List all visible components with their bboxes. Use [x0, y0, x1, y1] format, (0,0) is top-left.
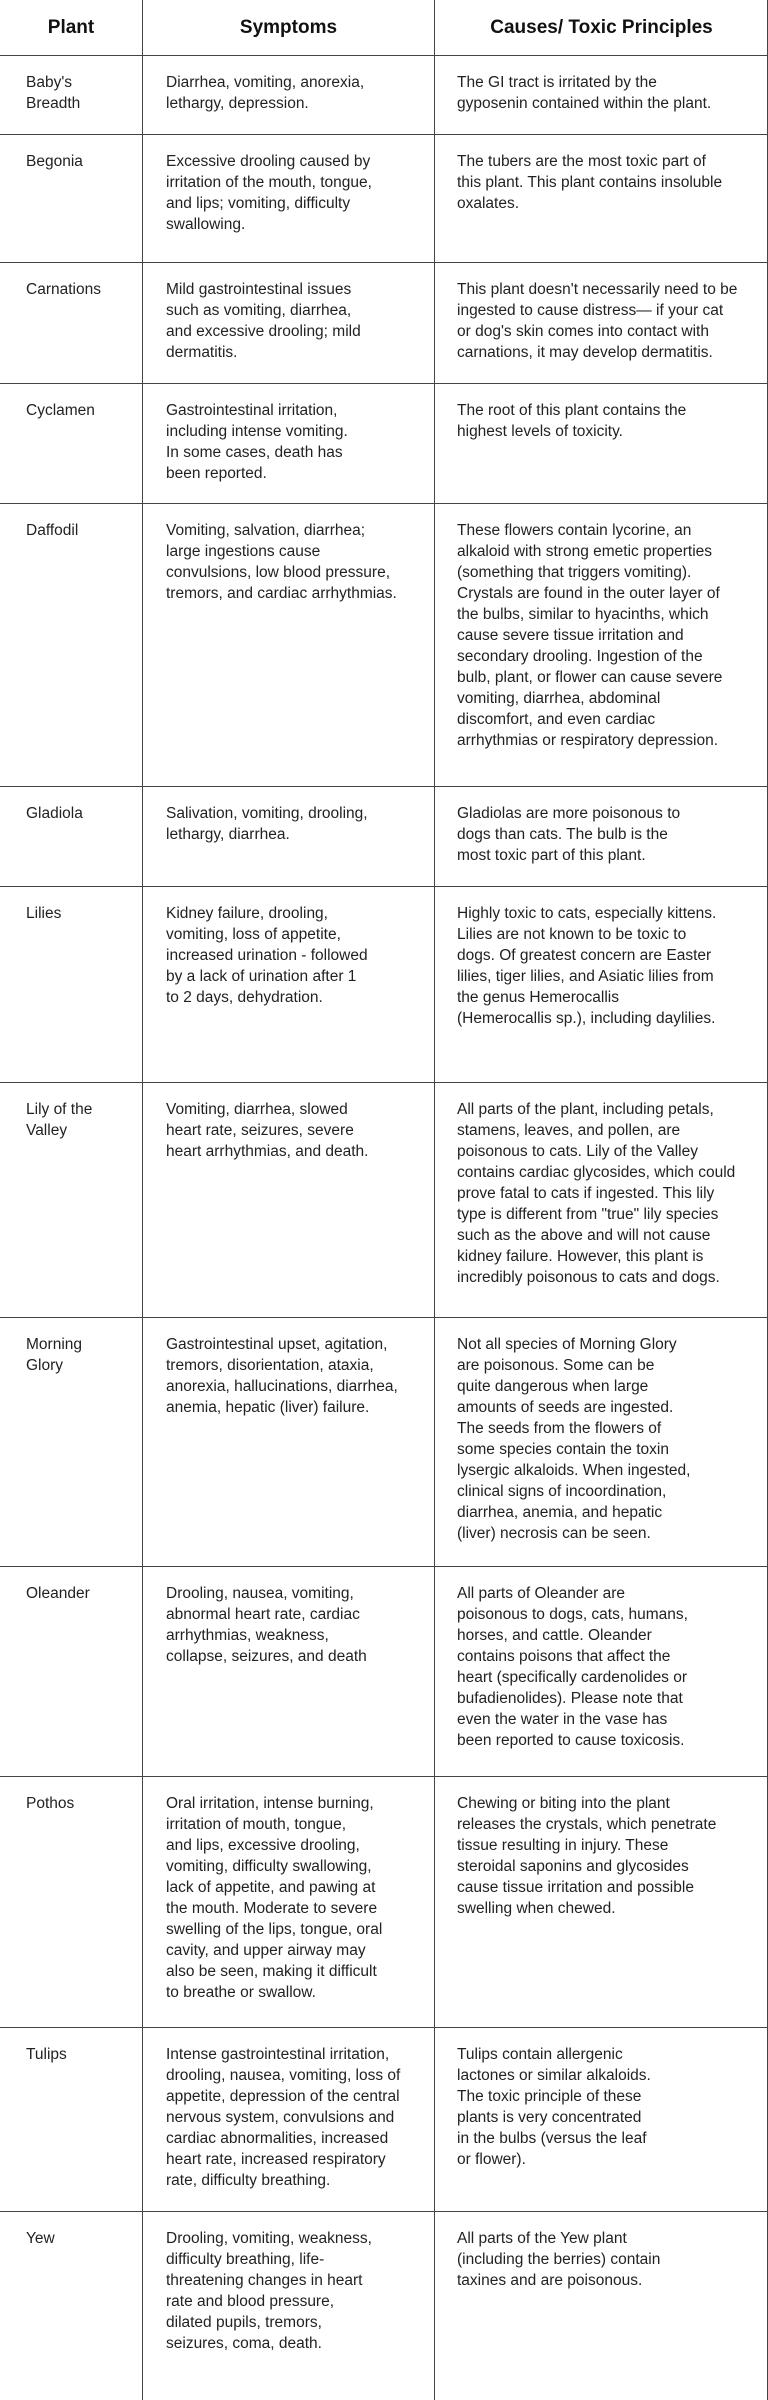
- table-row: [0, 1318, 768, 1567]
- symptoms-text: Gastrointestinal irritation, including intense vomiting. In some cases, death has been reported.: [166, 402, 348, 482]
- causes-text: Chewing or biting into the plant releases the crystals, which penetrate tissue resulting in injury. These steroidal saponins and glycosides cause tissue irritation and possible swelling when chewed.: [457, 1795, 717, 1917]
- causes-text: This plant doesn't necessarily need to be ingested to cause distress— if your cat or dog's skin comes into contact with carnations, it may develop dermatitis.: [457, 281, 738, 361]
- symptoms-text: Excessive drooling caused by irritation of the mouth, tongue, and lips; vomiting, difficulty swallowing.: [166, 153, 372, 233]
- table-row: [0, 135, 768, 263]
- causes-text: Highly toxic to cats, especially kittens. Lilies are not known to be toxic to dogs. Of greatest concern are Easter lilies, tiger lilies, and Asiatic lilies from the genus Hemerocallis (Hemerocallis sp.), including daylilies.: [457, 905, 717, 1027]
- plant-name: Tulips: [26, 2046, 67, 2063]
- causes-text: The root of this plant contains the highest levels of toxicity.: [457, 402, 687, 440]
- plant-name: Baby's Breadth: [26, 74, 81, 112]
- table-row: [0, 263, 768, 384]
- header-plant: Plant: [47, 17, 95, 38]
- table-row: [0, 2212, 768, 2400]
- plant-name: Cyclamen: [26, 402, 95, 419]
- causes-text: The GI tract is irritated by the gyposenin contained within the plant.: [457, 74, 712, 112]
- symptoms-text: Mild gastrointestinal issues such as vomiting, diarrhea, and excessive drooling; mild dermatitis.: [166, 281, 361, 361]
- plant-name: Pothos: [26, 1795, 75, 1812]
- table-row: [0, 1567, 768, 1777]
- symptoms-text: Drooling, nausea, vomiting, abnormal heart rate, cardiac arrhythmias, weakness, collapse, seizures, and death: [166, 1585, 367, 1665]
- causes-text: All parts of the Yew plant (including the berries) contain taxines and are poisonous.: [457, 2230, 661, 2289]
- plant-name: Gladiola: [26, 805, 83, 822]
- table-row: [0, 887, 768, 1083]
- symptoms-text: Vomiting, diarrhea, slowed heart rate, seizures, severe heart arrhythmias, and death.: [166, 1101, 369, 1160]
- causes-text: Gladiolas are more poisonous to dogs than cats. The bulb is the most toxic part of this plant.: [457, 805, 681, 864]
- table-row: [0, 56, 768, 135]
- causes-text: Not all species of Morning Glory are poisonous. Some can be quite dangerous when large amounts of seeds are ingested. The seeds from the flowers of some species contain the toxin lysergic alkaloids. When ingested, clinical signs of incoordination, diarrhea, anemia, and hepatic (liver) necrosis can be seen.: [457, 1336, 691, 1542]
- plant-name: Yew: [26, 2230, 55, 2247]
- plant-name: Begonia: [26, 153, 83, 170]
- header-causes: Causes/ Toxic Principles: [434, 0, 768, 55]
- causes-text: Tulips contain allergenic lactones or similar alkaloids. The toxic principle of these plants is very concentrated in the bulbs (versus the leaf or flower).: [457, 2046, 651, 2168]
- symptoms-text: Intense gastrointestinal irritation, drooling, nausea, vomiting, loss of appetite, depression of the central nervous system, convulsions and cardiac abnormalities, increased heart rate, increased respiratory rate, difficulty breathing.: [166, 2046, 401, 2189]
- symptoms-text: Diarrhea, vomiting, anorexia, lethargy, depression.: [166, 74, 365, 112]
- table-row: [0, 787, 768, 887]
- causes-text: These flowers contain lycorine, an alkaloid with strong emetic properties (something that triggers vomiting). Crystals are found in the outer layer of the bulbs, similar to hyacinths, which cause severe tissue irritation and secondary drooling. Ingestion of the bulb, plant, or flower can cause severe vomiting, diarrhea, abdominal discomfort, and even cardiac arrhythmias or respiratory depression.: [457, 522, 723, 749]
- symptoms-text: Drooling, vomiting, weakness, difficulty breathing, life- threatening changes in heart rate and blood pressure, dilated pupils, tremors, seizures, coma, death.: [166, 2230, 372, 2352]
- causes-text: The tubers are the most toxic part of this plant. This plant contains insoluble oxalates.: [457, 153, 723, 212]
- plant-name: Lily of the Valley: [26, 1101, 93, 1139]
- table-row: [0, 504, 768, 787]
- table-row: [0, 384, 768, 504]
- table-header-row: [0, 0, 768, 56]
- symptoms-text: Kidney failure, drooling, vomiting, loss of appetite, increased urination - followed by a lack of urination after 1 to 2 days, dehydration.: [166, 905, 368, 1006]
- table-row: [0, 1083, 768, 1318]
- header-symptoms: Symptoms: [142, 0, 434, 55]
- table-row: [0, 1777, 768, 2028]
- causes-text: All parts of the plant, including petals, stamens, leaves, and pollen, are poisonous to cats. Lily of the Valley contains cardiac glycosides, which could prove fatal to cats if ingested. This lily type is different from "true" lily species such as the above and will not cause kidney failure. However, this plant is incredibly poisonous to cats and dogs.: [457, 1101, 736, 1286]
- plant-name: Morning Glory: [26, 1336, 82, 1374]
- symptoms-text: Vomiting, salvation, diarrhea; large ingestions cause convulsions, low blood pressure, tremors, and cardiac arrhythmias.: [166, 522, 397, 602]
- symptoms-text: Gastrointestinal upset, agitation, tremors, disorientation, ataxia, anorexia, hallucinations, diarrhea, anemia, hepatic (liver) failure.: [166, 1336, 398, 1416]
- symptoms-text: Oral irritation, intense burning, irritation of mouth, tongue, and lips, excessive drooling, vomiting, difficulty swallowing, lack of appetite, and pawing at the mouth. Moderate to severe swelling of the lips, tongue, oral cavity, and upper airway may also be seen, making it difficult to breathe or swallow.: [166, 1795, 383, 2001]
- plant-name: Carnations: [26, 281, 101, 298]
- plant-name: Daffodil: [26, 522, 79, 539]
- causes-text: All parts of Oleander are poisonous to dogs, cats, humans, horses, and cattle. Oleander contains poisons that affect the heart (specifically cardenolides or bufadienolides). Please note that even the water in the vase has been reported to cause toxicosis.: [457, 1585, 688, 1749]
- plant-name: Oleander: [26, 1585, 90, 1602]
- symptoms-text: Salivation, vomiting, drooling, lethargy, diarrhea.: [166, 805, 368, 843]
- table-row: [0, 2028, 768, 2212]
- plant-name: Lilies: [26, 905, 62, 922]
